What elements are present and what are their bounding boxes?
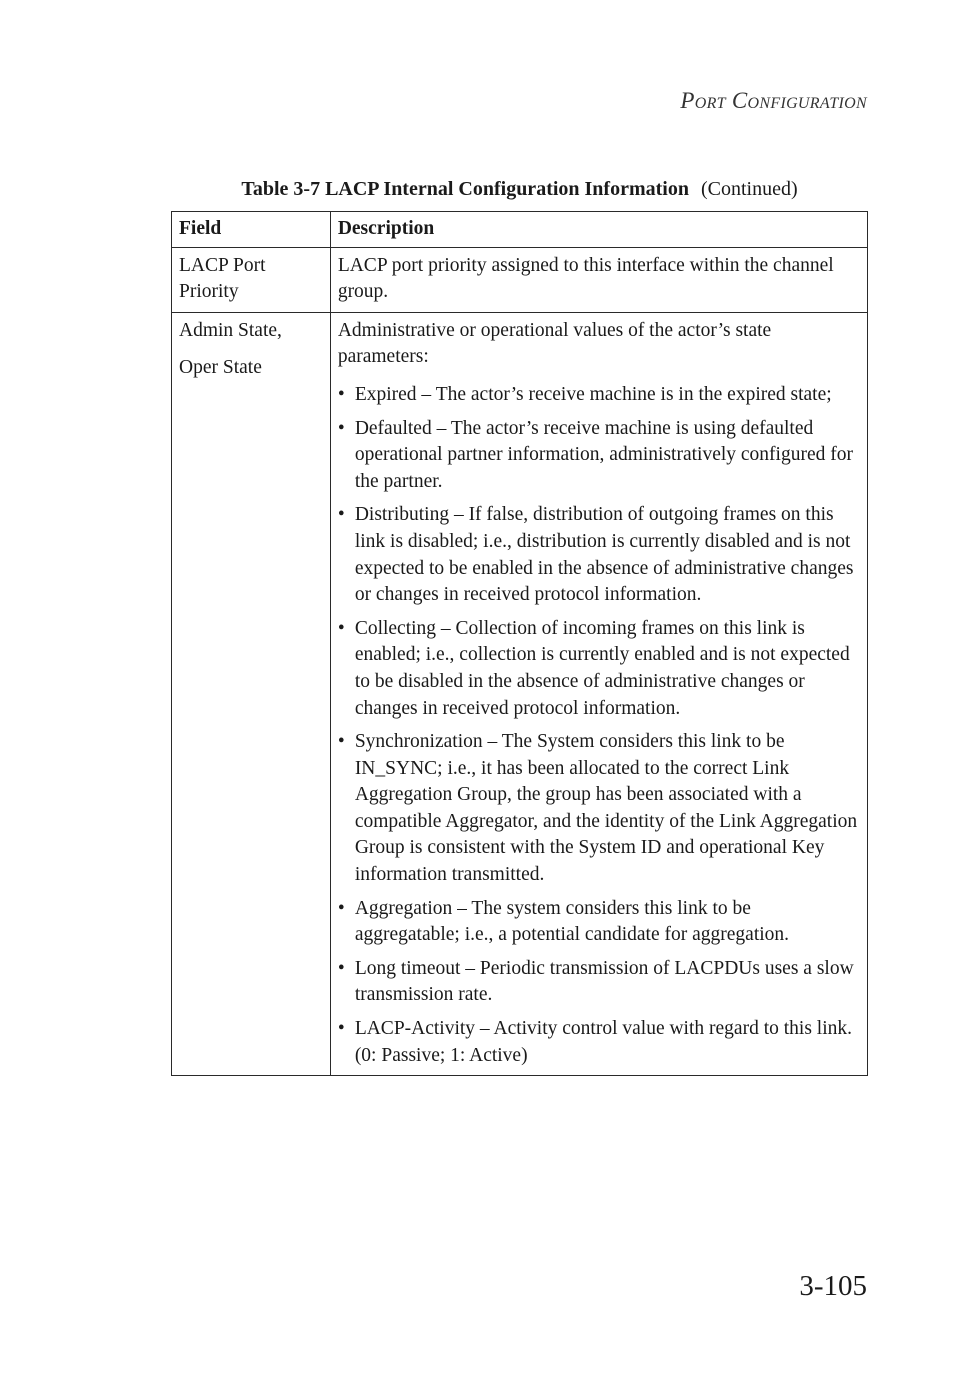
description-cell xyxy=(330,312,867,1075)
bullet-icon: • xyxy=(337,417,345,439)
table-caption-continued: (Continued) xyxy=(700,178,798,200)
bullet-icon: • xyxy=(337,617,345,639)
table-header-row xyxy=(172,212,868,248)
bullet-icon: • xyxy=(337,897,345,919)
list-item-text: Synchronization – The System considers this link to be IN_SYNC; i.e., it has been allocated to the correct Link Aggregation Group, the group has been associated with a compatible Aggregator, and the identity of the Link Aggregation Group is consistent with the System ID and operational Key information transmitted. xyxy=(354,731,858,886)
header-description: Description xyxy=(330,212,867,248)
list-item xyxy=(338,616,860,722)
table-caption-title: Table 3-7 LACP Internal Configuration Information xyxy=(241,178,689,200)
list-item xyxy=(338,416,860,496)
list-item-text: LACP-Activity – Activity control value with regard to this link. (0: Passive; 1: Active) xyxy=(354,1018,852,1066)
bullet-icon: • xyxy=(337,957,345,979)
page-number: 3-105 xyxy=(799,1270,867,1302)
running-header: Port Configuration xyxy=(680,88,867,113)
bullet-icon: • xyxy=(337,504,345,526)
list-item-text: Distributing – If false, distribution of outgoing frames on this link is disabled; i.e., distribution is currently disabled and is not expected to be enabled in the absence of administrative changes or changes in received protocol information. xyxy=(354,504,854,606)
list-item xyxy=(338,896,860,949)
state-bullet-list xyxy=(338,382,860,1069)
bullet-icon: • xyxy=(337,1018,345,1040)
field-cell xyxy=(172,247,331,312)
description-text: LACP port priority assigned to this interface within the channel group. xyxy=(337,254,834,303)
table-caption xyxy=(171,178,868,201)
bullet-icon: • xyxy=(337,731,345,753)
table-row xyxy=(172,247,868,312)
lacp-internal-config-table xyxy=(171,211,868,1076)
field-name: Admin State, xyxy=(179,319,282,341)
list-item-text: Expired – The actor’s receive machine is in the expired state; xyxy=(354,383,832,405)
field-cell xyxy=(172,312,331,1075)
list-item-text: Collecting – Collection of incoming frames on this link is enabled; i.e., collection is currently enabled and is not expected to be disabled in the absence of administrative changes or changes in received protocol information. xyxy=(354,617,850,719)
list-item-text: Defaulted – The actor’s receive machine is using defaulted operational partner information, administratively configured for the partner. xyxy=(354,417,853,492)
list-item-text: Long timeout – Periodic transmission of LACPDUs uses a slow transmission rate. xyxy=(354,957,854,1006)
list-item xyxy=(338,502,860,608)
field-name: Oper State xyxy=(179,357,262,379)
description-cell xyxy=(330,247,867,312)
field-name: LACP Port Priority xyxy=(179,254,266,303)
header-field: Field xyxy=(172,212,331,248)
table-row xyxy=(172,312,868,1075)
list-item-text: Aggregation – The system considers this link to be aggregatable; i.e., a potential candidate for aggregation. xyxy=(354,897,790,946)
list-item xyxy=(338,956,860,1009)
list-item xyxy=(338,1016,860,1069)
list-item xyxy=(338,382,860,409)
list-item xyxy=(338,729,860,889)
bullet-icon: • xyxy=(337,383,345,405)
description-text: Administrative or operational values of the actor’s state parameters: xyxy=(337,319,772,368)
